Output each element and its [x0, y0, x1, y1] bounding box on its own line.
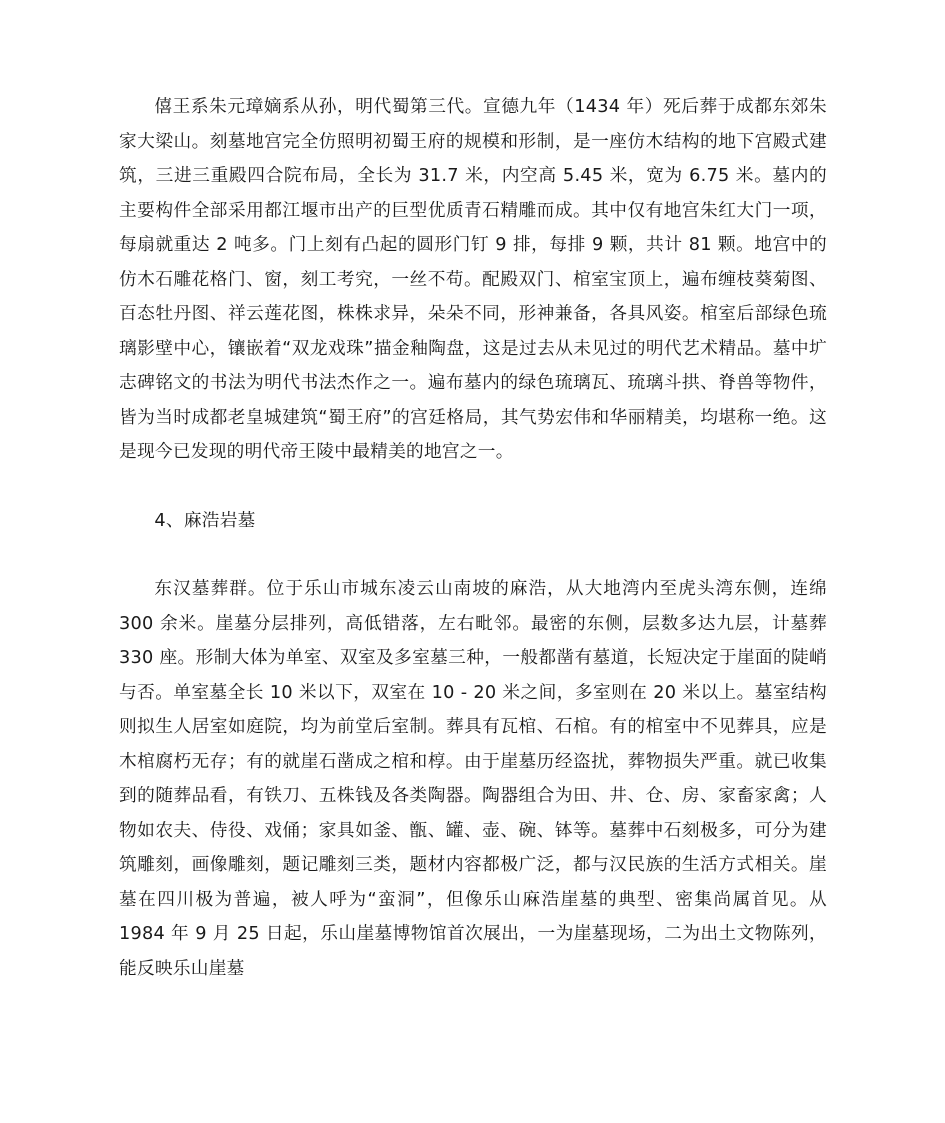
paragraph-xi-wang-tomb: 僖王系朱元璋嫡系从孙，明代蜀第三代。宣德九年（1434 年）死后葬于成都东郊朱家大梁山。刻墓地宫完全仿照明初蜀王府的规模和形制，是一座仿木结构的地下宫殿式建筑，三进三重殿四合院布局，全长为 31.7 米，内空高 5.45 米，宽为 6.75 米。墓内的主要构件全部采用都江堰市出产的巨型优质青石精雕而成。其中仅有地宫朱红大门一项，每扇就重达 2 吨多。门上刻有凸起的圆形门钉 9 排，每排 9 颗，共计 81 颗。地宫中的仿木石雕花格门、窗，刻工考究，一丝不苟。配殿双门、棺室宝顶上，遍布缠枝葵菊图、百态牡丹图、祥云莲花图，株株求异，朵朵不同，形神兼备，各具风姿。棺室后部绿色琉璃影壁中心，镶嵌着“双龙戏珠”描金釉陶盘，这是过去从未见过的明代艺术精品。墓中圹志碑铭文的书法为明代书法杰作之一。遍布墓内的绿色琉璃瓦、琉璃斗拱、脊兽等物件，皆为当时成都老皇城建筑“蜀王府”的宫廷格局，其气势宏伟和华丽精美，均堪称一绝。这是现今已发现的明代帝王陵中最精美的地宫之一。: [119, 97, 827, 462]
paragraph-mahao-cliff-tombs: 东汉墓葬群。位于乐山市城东凌云山南坡的麻浩，从大地湾内至虎头湾东侧，连绵 300 余米。崖墓分层排列，高低错落，左右毗邻。最密的东侧，层数多达九层，计墓葬 330 座。形制大体为单室、双室及多室墓三种，一般都凿有墓道，长短决定于崖面的陡峭与否。单室墓全长 10 米以下，双室在 10 - 20 米之间，多室则在 20 米以上。墓室结构则拟生人居室如庭院，均为前堂后室制。葬具有瓦棺、石棺。有的棺室中不见葬具，应是木棺腐朽无存；有的就崖石凿成之棺和椁。由于崖墓历经盗扰，葬物损失严重。就已收集到的随葬品看，有铁刀、五株钱及各类陶器。陶器组合为田、井、仓、房、家畜家禽；人物如农夫、侍役、戏俑；家具如釜、甑、罐、壶、碗、钵等。墓葬中石刻极多，可分为建筑雕刻，画像雕刻，题记雕刻三类，题材内容都极广泛，都与汉民族的生活方式相关。崖墓在四川极为普遍，被人呼为“蛮洞”，但像乐山麻浩崖墓的典型、密集尚属首见。从 1984 年 9 月 25 日起，乐山崖墓博物馆首次展出，一为崖墓现场，二为出土文物陈列，能反映乐山崖墓: [119, 579, 827, 979]
section-heading-mahao-cliff-tombs: 4、麻浩岩墓: [154, 510, 256, 531]
document-body: [119, 90, 827, 986]
